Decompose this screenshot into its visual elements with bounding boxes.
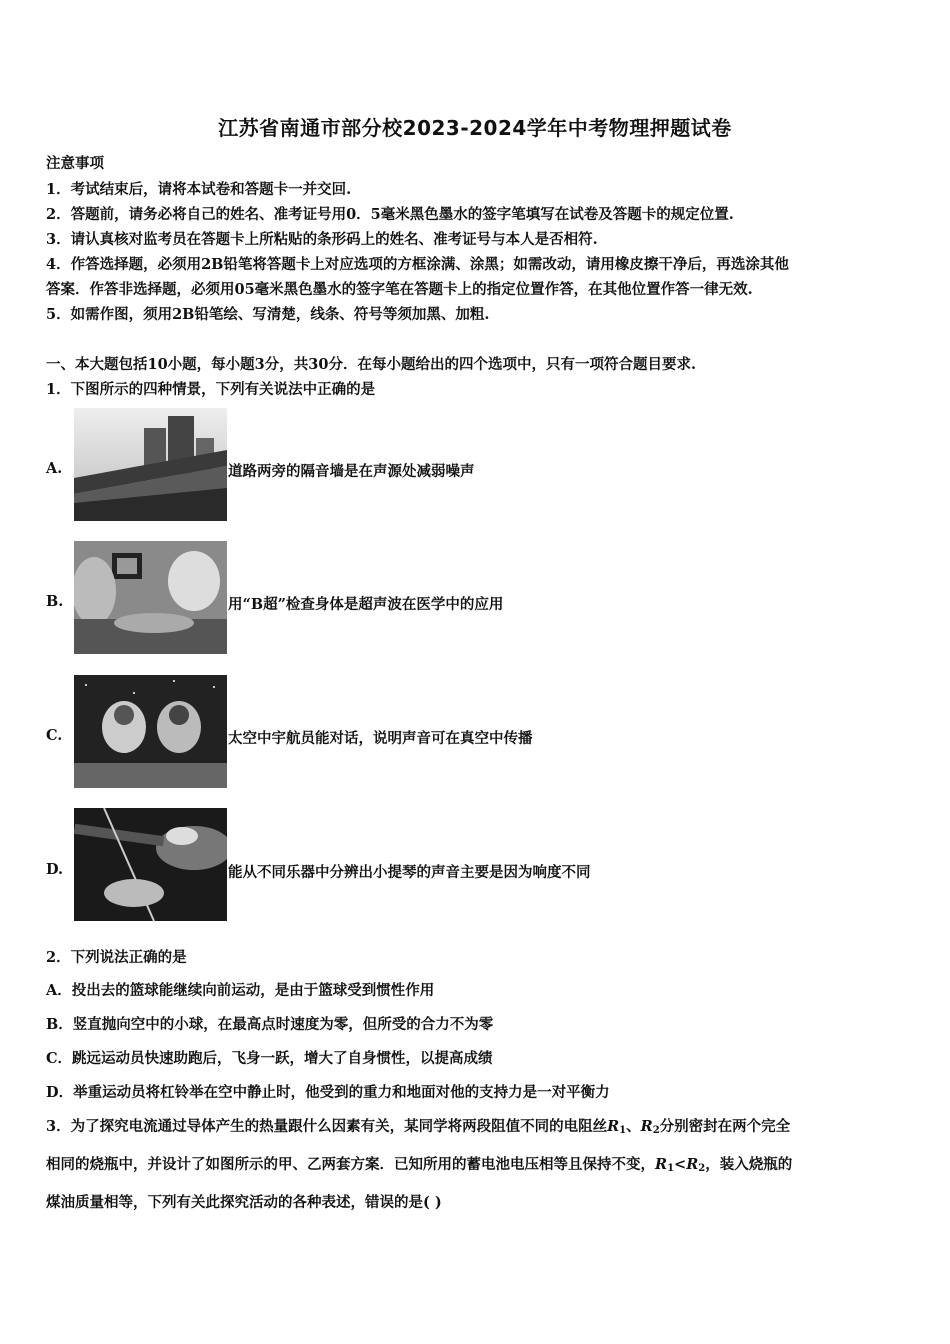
- question-1-stem: 1．下图所示的四种情景，下列有关说法中正确的是: [46, 381, 376, 398]
- question-2-option: D．举重运动员将杠铃举在空中静止时，他受到的重力和地面对他的支持力是一对平衡力: [46, 1084, 610, 1101]
- option-letter: C.: [46, 727, 63, 744]
- question-2-stem: 2．下列说法正确的是: [46, 949, 187, 966]
- option-text: 太空中宇航员能对话，说明声音可在真空中传播: [228, 730, 533, 747]
- q3-text-part: 分别密封在两个完全: [659, 1118, 791, 1135]
- q3-text-part: ，装入烧瓶的: [705, 1156, 793, 1173]
- option-letter: B.: [46, 593, 64, 610]
- ultrasound-photo: [74, 541, 227, 654]
- notice-item: 2．答题前，请务必将自己的姓名、准考证号用0．5毫米黑色墨水的签字笔填写在试卷及答题卡的规定位置.: [46, 206, 734, 223]
- question-3-line-1: [46, 1115, 790, 1136]
- notice-heading: 注意事项: [46, 155, 104, 172]
- question-2-option: B．竖直抛向空中的小球，在最高点时速度为零，但所受的合力不为零: [46, 1016, 494, 1033]
- question-3-line-2: [46, 1153, 792, 1174]
- section-heading: 一、本大题包括10小题，每小题3分，共30分．在每小题给出的四个选项中，只有一项符合题目要求.: [46, 356, 696, 373]
- option-text: 道路两旁的隔音墙是在声源处减弱噪声: [228, 463, 475, 480]
- resistor-symbol: R: [640, 1118, 653, 1135]
- ultrasound-image: [74, 541, 227, 654]
- subscript: 1: [619, 1125, 627, 1136]
- resistor-symbol: R: [607, 1118, 620, 1135]
- noise-barrier-photo: [74, 408, 227, 521]
- page-title: 江苏省南通市部分校2023-2024学年中考物理押题试卷: [218, 116, 732, 140]
- subscript: 2: [698, 1163, 706, 1174]
- question-3-line-3: 煤油质量相等，下列有关此探究活动的各种表述，错误的是( ): [46, 1194, 442, 1211]
- q3-text-part: 相同的烧瓶中，并设计了如图所示的甲、乙两套方案．已知所用的蓄电池电压相等且保持不变，: [46, 1156, 655, 1173]
- notice-item: 1．考试结束后，请将本试卷和答题卡一并交回.: [46, 181, 352, 198]
- violin-photo: [74, 808, 227, 921]
- option-letter: A.: [46, 460, 63, 477]
- option-letter: D.: [46, 861, 64, 878]
- separator: 、: [626, 1118, 641, 1135]
- notice-item: 答案．作答非选择题，必须用05毫米黑色墨水的签字笔在答题卡上的指定位置作答，在其他位置作答一律无效.: [46, 281, 753, 298]
- violin-image: [74, 808, 227, 921]
- subscript: 1: [667, 1163, 675, 1174]
- q3-text-part: 3．为了探究电流通过导体产生的热量跟什么因素有关，某同学将两段阻值不同的电阻丝: [46, 1118, 608, 1135]
- notice-item: 3．请认真核对监考员在答题卡上所粘贴的条形码上的姓名、准考证号与本人是否相符.: [46, 231, 598, 248]
- notice-item: 4．作答选择题，必须用2B铅笔将答题卡上对应选项的方框涂满、涂黑；如需改动，请用橡皮擦干净后，再选涂其他: [46, 256, 789, 273]
- resistor-symbol: R: [655, 1156, 668, 1173]
- notice-item: 5．如需作图，须用2B铅笔绘、写清楚，线条、符号等须加黑、加粗.: [46, 306, 490, 323]
- subscript: 2: [652, 1125, 660, 1136]
- astronauts-image: [74, 675, 227, 788]
- option-text: 用“B超”检查身体是超声波在医学中的应用: [228, 596, 504, 613]
- less-than: <: [674, 1156, 687, 1173]
- astronauts-photo: [74, 675, 227, 788]
- resistor-symbol: R: [686, 1156, 699, 1173]
- question-2-option: A．投出去的篮球能继续向前运动，是由于篮球受到惯性作用: [46, 982, 435, 999]
- noise-barrier-image: [74, 408, 227, 521]
- option-text: 能从不同乐器中分辨出小提琴的声音主要是因为响度不同: [228, 864, 591, 881]
- question-2-option: C．跳远运动员快速助跑后，飞身一跃，增大了自身惯性，以提高成绩: [46, 1050, 493, 1067]
